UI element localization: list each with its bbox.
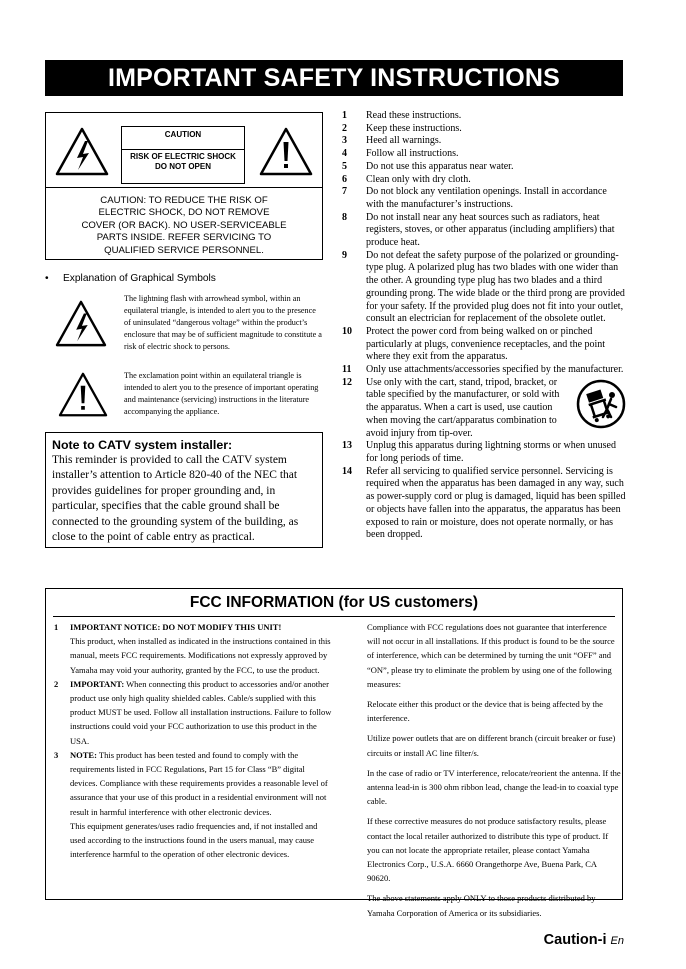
caution-label-box: [121, 126, 245, 184]
list-item: 4 Follow all instructions.: [342, 148, 459, 160]
caution-label: CAUTION: [164, 130, 202, 139]
symbols-heading: • Explanation of Graphical Symbols: [45, 273, 216, 284]
fcc-title: FCC INFORMATION (for US customers): [189, 594, 479, 611]
list-item: 2 IMPORTANT: When connecting this product to accessories and/or another product use only high quality shielded cables. Cable/s supplied with this product MUST be used. Follow all installation instructions. Failure to follow instructions could void your FCC authorization to use this product in the USA.: [54, 678, 332, 746]
exclamation-warning-icon: [259, 127, 313, 177]
list-item: 10 Protect the power cord from being walked on or pinched particularly at plugs, convenience receptacles, and the point where they exit from the apparatus.: [342, 325, 606, 363]
list-item: 1 Read these instructions.: [342, 110, 462, 121]
exclamation-explanation: The exclamation point within an equilateral triangle is intended to alert you to the presence of important operating and maintenance (servicing) instructions in the literature accompanying the appliance.: [124, 371, 319, 416]
list-item: 2 Keep these instructions.: [342, 122, 462, 134]
catv-body: This reminder is provided to call the CATV system installer’s attention to Article 820-40 of the NEC that provides guidelines for proper grounding and, in particular, specifies that the cable ground shall be connected to the grounding system of the building, as close to the point of cable entry as practical.: [52, 454, 299, 544]
list-item: 7 Do not block any ventilation openings. Install in accordance with the manufacturer’s instructions.: [342, 186, 607, 210]
list-item: 13 Unplug this apparatus during lightning storms or when unused for long periods of time.: [342, 440, 616, 464]
list-item: 3 Heed all warnings.: [342, 135, 442, 147]
lightning-symbol-icon: [55, 300, 107, 348]
list-item: 3 NOTE: This product has been tested and found to comply with the requirements listed in FCC Regulations, Part 15 for Class “B” digital devices. Compliance with these requirements provides a reasonable level of assurance that your use of this product in a residential environment will not result in harmful interference with other electronic devices. This equipment generates/uses radio frequencies and, if not installed and used according to the instructions found in the users manual, may cause interference harmful to the operation of other electronic devices.: [54, 749, 328, 860]
fcc-interference-info: Compliance with FCC regulations does not guarantee that interference will not occur in all installations. If this product is found to be the source of interference, which can be determined by turning the unit “OFF” and “ON”, please try to eliminate the problem by using one of the following measures: Relocate either this product or the device that is being affected by the interference. Utilize power outlets that are on different branch (circuit breaker or fuse) circuits or install AC line filter/s. In the case of radio or TV interference, relocate/reorient the antenna. If the antenna lead-in is 300 ohm ribbon lead, change the lead-in to coaxial type cable. If these corrective measures do not produce satisfactory results, please contact the local retailer authorized to distribute this type of product. If you can not locate the appropriate retailer, please contact Yamaha Electronics Corp., U.S.A. 6660 Orangethorpe Ave, Buena Park, CA 90620. The above statements apply ONLY to those products distributed by Yamaha Corporation of America or its subsidiaries.: [367, 622, 621, 918]
cart-tipover-icon: [576, 379, 626, 429]
exclamation-symbol-icon: [58, 372, 108, 418]
list-item: 6 Clean only with dry cloth.: [342, 173, 471, 185]
caution-text: CAUTION: TO REDUCE THE RISK OF ELECTRIC SHOCK, DO NOT REMOVE COVER (OR BACK). NO USER-SERVICEABLE PARTS INSIDE. REFER SERVICING TO QUALIFIED SERVICE PERSONNEL.: [81, 195, 287, 256]
list-item: 8 Do not install near any heat sources such as radiators, heat registers, stoves, or other apparatus (including amplifiers) that produce heat.: [342, 211, 615, 249]
catv-heading: Note to CATV system installer:: [52, 438, 233, 452]
list-item: 1 IMPORTANT NOTICE: DO NOT MODIFY THIS UNIT! This product, when installed as indicated in the instructions contained in this manual, meets FCC requirements. Modifications not expressly approved by Yamaha may void your authority, granted by the FCC, to use the product.: [54, 622, 331, 675]
list-item: 11 Only use attachments/accessories specified by the manufacturer.: [342, 364, 624, 376]
caution-box: [45, 112, 323, 260]
fcc-information: [45, 588, 623, 918]
page-title: IMPORTANT SAFETY INSTRUCTIONS: [45, 60, 623, 96]
list-item: 14 Refer all servicing to qualified service personnel. Servicing is required when the apparatus has been damaged in any way, such as power-supply cord or plug is damaged, liquid has been spilled or objects have fallen into the apparatus, the apparatus has been exposed to rain or moisture, does not operate normally, or has been dropped.: [342, 465, 626, 541]
fcc-notices: [54, 620, 334, 861]
list-item: 5 Do not use this apparatus near water.: [342, 160, 514, 172]
list-item: 12 Use only with the cart, stand, tripod, bracket, or table specified by the manufacturer, or sold with the apparatus. When a cart is used, use caution when moving the cart/apparatus combination to avoid injury from tip-over.: [342, 377, 626, 441]
lightning-explanation: The lightning flash with arrowhead symbol, within an equilateral triangle, is intended to alert you to the presence of uninsulated “dangerous voltage” within the product’s enclosure that may be of sufficient magnitude to constitute a risk of electric shock to persons.: [124, 294, 322, 351]
lightning-warning-icon: [55, 127, 109, 177]
instruction-list: [342, 110, 626, 542]
list-item: 9 Do not defeat the safety purpose of the polarized or grounding-type plug. A polarized plug has two blades with one wider than the other. A grounding type plug has two blades and a third grounding prong. The wide blade or the third prong are provided for your safety. If the provided plug does not fit into your outlet, consult an electrician for replacement of the obsolete outlet.: [342, 249, 625, 325]
catv-note: [45, 432, 323, 548]
shock-warning: RISK OF ELECTRIC SHOCK DO NOT OPEN: [130, 152, 236, 171]
page-number: Caution-i En: [543, 932, 624, 948]
